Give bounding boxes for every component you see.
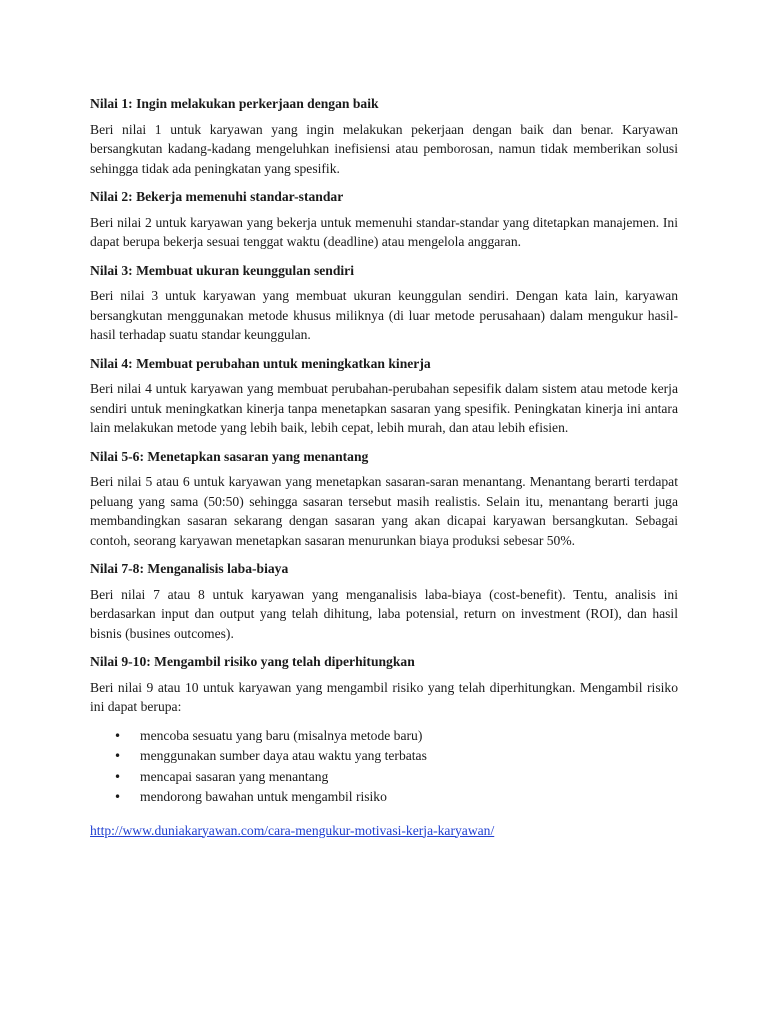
source-link[interactable]: http://www.duniakaryawan.com/cara-mengukur-motivasi-kerja-karyawan/	[90, 822, 495, 838]
section-2-body: Beri nilai 2 untuk karyawan yang bekerja untuk memenuhi standar-standar yang ditetapkan manajemen. Ini dapat berupa bekerja sesuai tenggat waktu (deadline) atau mengelola anggaran.	[90, 214, 678, 249]
list-item-text: mendorong bawahan untuk mengambil risiko	[140, 789, 387, 804]
section-3-heading: Nilai 3: Membuat ukuran keunggulan sendiri	[90, 262, 354, 278]
list-item	[114, 787, 678, 808]
bullet-icon: •	[114, 749, 122, 763]
section-4-heading: Nilai 4: Membuat perubahan untuk meningkatkan kinerja	[90, 355, 431, 371]
section-7-heading: Nilai 9-10: Mengambil risiko yang telah diperhitungkan	[90, 654, 415, 669]
list-item-text: mencapai sasaran yang menantang	[140, 768, 329, 784]
risk-bullet-list	[90, 726, 678, 808]
bullet-icon: •	[114, 769, 122, 784]
bullet-icon: •	[114, 790, 122, 804]
section-7-body: Beri nilai 9 atau 10 untuk karyawan yang mengambil risiko yang telah diperhitungkan. Mengambil risiko ini dapat berupa:	[90, 679, 678, 714]
section-1-body: Beri nilai 1 untuk karyawan yang ingin melakukan pekerjaan dengan baik dan benar. Karyawan bersangkutan kadang-kadang mengeluhkan inefisiensi atau pemborosan, namun tidak memberikan solusi sehingga tidak ada peningkatan yang spesifik.	[90, 121, 678, 176]
list-item-text: menggunakan sumber daya atau waktu yang terbatas	[140, 748, 427, 763]
section-3-body: Beri nilai 3 untuk karyawan yang membuat ukuran keunggulan sendiri. Dengan kata lain, karyawan bersangkutan menggunakan metode khusus miliknya (di luar metode perusahaan) dalam mengukur hasil-hasil terhadap suatu standar keunggulan.	[90, 288, 678, 342]
list-item	[114, 746, 678, 767]
section-4-body: Beri nilai 4 untuk karyawan yang membuat perubahan-perubahan sepesifik dalam sistem atau metode kerja sendiri untuk meningkatkan kinerja tanpa menetapkan sasaran yang spesifik. Peningkatan kinerja ini antara lain melakukan metode yang lebih baik, lebih cepat, lebih murah, dan atau lebih efisien.	[90, 381, 678, 435]
section-2-heading: Nilai 2: Bekerja memenuhi standar-standar	[90, 189, 344, 204]
section-5-heading: Nilai 5-6: Menetapkan sasaran yang menantang	[90, 448, 369, 464]
bullet-icon: •	[114, 728, 122, 743]
section-6-heading: Nilai 7-8: Menganalisis laba-biaya	[90, 561, 289, 576]
section-6-body: Beri nilai 7 atau 8 untuk karyawan yang menganalisis laba-biaya (cost-benefit). Tentu, analisis ini berdasarkan input dan output yang telah dihitung, laba potensial, return on investment (ROI), dan hasil bisnis (busines outcomes).	[90, 586, 678, 641]
section-5-body: Beri nilai 5 atau 6 untuk karyawan yang menetapkan sasaran-saran menantang. Menantang berarti terdapat peluang yang sama (50:50) sehingga sasaran tersebut masih realistis. Selain itu, menantang berarti juga membandingkan sasaran sekarang dengan sasaran yang akan dicapai karyawan bersangkutan. Sebagai contoh, seorang karyawan menetapkan sasaran menurunkan biaya produksi sebesar 50%.	[90, 474, 678, 548]
list-item	[114, 767, 678, 788]
section-1-heading: Nilai 1: Ingin melakukan perkerjaan dengan baik	[90, 96, 379, 111]
list-item-text: mencoba sesuatu yang baru (misalnya metode baru)	[140, 727, 423, 743]
list-item	[114, 726, 678, 747]
